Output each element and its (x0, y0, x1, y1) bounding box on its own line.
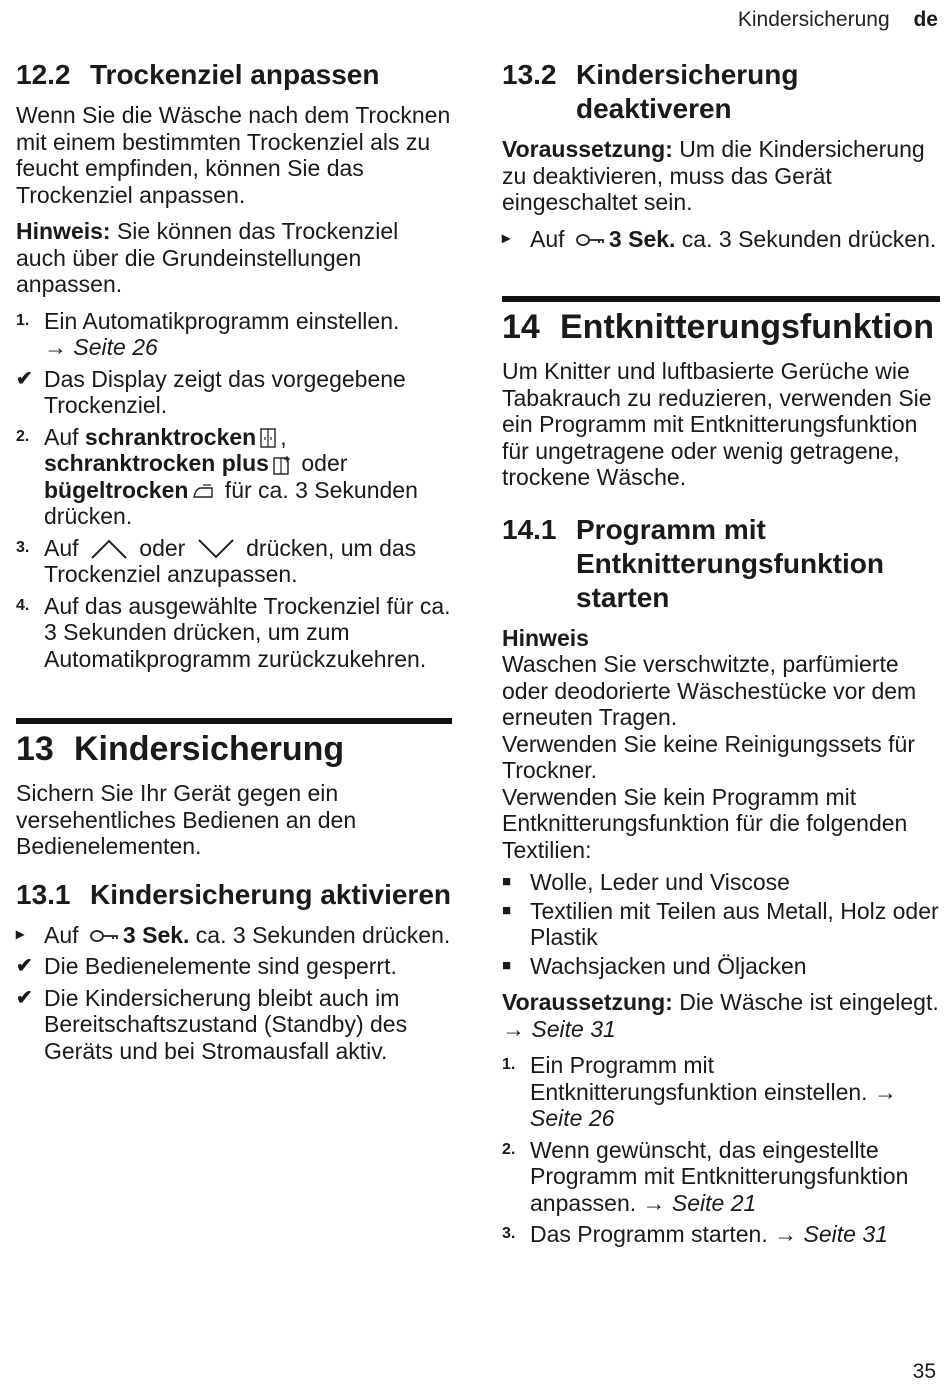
step-text: Auf das ausgewählte Trockenziel für ca. 3 Sekunden drücken, um zum Automatikprogramm zurückzukehren. (44, 592, 451, 672)
key-lock-icon (575, 232, 605, 248)
button-name-schranktrocken: schranktrocken (84, 423, 257, 450)
step-1 (502, 1052, 940, 1132)
checkmark-icon: ✔ (16, 986, 33, 1009)
heading-13-1 (16, 878, 452, 912)
arrow-right-icon: → (642, 1189, 672, 1216)
step-number: 3. (16, 538, 30, 556)
precondition-label: Voraussetzung: (502, 136, 673, 162)
heading-12-2 (16, 58, 452, 92)
chevron-down-icon (196, 538, 236, 560)
step-1 (16, 308, 452, 361)
page-reference-link[interactable]: Seite 26 (530, 1105, 615, 1131)
step-2 (502, 1137, 940, 1217)
square-bullet-icon: ■ (502, 901, 512, 919)
heading-number: 14.1 (502, 513, 557, 545)
cupboard-dry-plus-icon (273, 455, 291, 475)
step-number: 4. (16, 596, 30, 614)
step-2 (16, 424, 452, 530)
page-number: 35 (912, 1360, 936, 1383)
step-number: 3. (502, 1225, 516, 1242)
step-text: Auf (530, 225, 571, 252)
note-text: Sie können das Trockenziel auch über die Grundeinstellungen anpassen. (16, 218, 399, 297)
chapter-14 (502, 296, 940, 346)
heading-title: Kindersicherung deaktiveren (576, 59, 799, 124)
page-reference-link[interactable]: Seite 26 (73, 334, 158, 360)
note-12-2 (16, 218, 452, 298)
page-reference-link[interactable]: Seite 31 (803, 1221, 888, 1247)
heading-number: 13.1 (16, 878, 71, 910)
step-text-end: ca. 3 Sekunden drücken. (675, 225, 937, 252)
heading-13-2 (502, 58, 940, 126)
bullet-text: Wachsjacken und Öljacken (530, 952, 807, 979)
header-language: de (913, 8, 938, 31)
heading-title: Entknitterungsfunktion (560, 308, 934, 346)
bullet-item (502, 898, 940, 951)
page-reference-link[interactable]: Seite 31 (531, 1015, 616, 1042)
note-text-3: Verwenden Sie kein Programm mit Entknitterungsfunktion für die folgenden Textilien: (502, 783, 908, 863)
heading-title: Kindersicherung (74, 730, 345, 768)
chapter-13 (16, 718, 452, 768)
step-number: 1. (16, 311, 30, 329)
step-3 (502, 1221, 940, 1248)
note-heading: Hinweis (502, 624, 589, 651)
paragraph-intro-13: Sichern Sie Ihr Gerät gegen ein versehentliches Bedienen an den Bedienelementen. (16, 780, 357, 859)
heading-number: 12.2 (16, 59, 71, 90)
page-header (738, 8, 938, 32)
checkmark-icon: ✔ (16, 955, 33, 977)
note-block (502, 625, 940, 864)
heading-title: Programm mit Entknitterungsfunktion starten (576, 513, 884, 613)
result-text: Die Bedienelemente sind gesperrt. (44, 953, 397, 979)
paragraph-intro-12-2: Wenn Sie die Wäsche nach dem Trocknen mit einem bestimmten Trockenziel als zu feucht empfinden, können Sie das Trockenziel anpassen. (16, 102, 451, 208)
step-text: Auf (44, 423, 85, 450)
note-text-2: Verwenden Sie keine Reinigungssets für Trockner. (502, 730, 915, 783)
triangle-bullet-icon: ▸ (502, 229, 511, 247)
step-text: Auf (44, 921, 85, 948)
step-number: 1. (502, 1056, 516, 1073)
heading-title: Kindersicherung aktivieren (90, 878, 452, 910)
precondition-label: Voraussetzung: (502, 989, 673, 1015)
right-column (502, 58, 940, 1253)
key-label: 3 Sek. (122, 921, 190, 948)
page-reference-link[interactable]: Seite 21 (671, 1189, 757, 1216)
heading-14-1 (502, 513, 940, 615)
square-bullet-icon: ■ (502, 956, 512, 974)
arrow-right-icon: → (774, 1221, 804, 1247)
precondition (502, 989, 940, 1042)
paragraph-intro-14: Um Knitter und luftbasierte Gerüche wie Tabakrauch zu reduzieren, verwenden Sie ein Programm mit Entknitterungsfunktion für ungetragene oder wenig getragene, trockene Wäsche. (502, 358, 932, 490)
step-number: 2. (502, 1140, 516, 1158)
result-text: Das Display zeigt das vorgegebene Trockenziel. (44, 365, 406, 418)
result-text: Die Kindersicherung bleibt auch im Bereitschaftszustand (Standby) des Geräts und bei Stromausfall aktiv. (44, 984, 408, 1064)
step-text: Ein Programm mit Entknitterungsfunktion einstellen. (530, 1052, 868, 1105)
bullet-text: Textilien mit Teilen aus Metall, Holz oder Plastik (530, 897, 939, 950)
triangle-bullet-icon: ▸ (16, 925, 25, 943)
precondition-text: Um die Kindersicherung zu deaktivieren, muss das Gerät eingeschaltet sein. (502, 136, 925, 215)
heading-13 (16, 730, 452, 768)
left-column (16, 58, 452, 1069)
button-name-schranktrocken-plus: schranktrocken plus (44, 450, 269, 476)
heading-number: 13 (16, 730, 54, 768)
separator-text: , (280, 423, 287, 450)
result-1 (16, 366, 452, 419)
separator-text: oder (294, 450, 348, 476)
arrow-right-icon: → (502, 1015, 532, 1042)
heading-title: Trockenziel anpassen (90, 59, 380, 90)
arrow-right-icon: → (44, 334, 74, 360)
key-label: 3 Sek. (608, 225, 676, 252)
bullet-item (502, 869, 940, 896)
square-bullet-icon: ■ (502, 873, 512, 890)
button-name-buegeltrocken: bügeltrocken (44, 476, 189, 503)
step-text: Ein Automatikprogramm einstellen. (44, 307, 400, 334)
cupboard-dry-icon (260, 428, 276, 448)
step-text-end: für ca. 3 Sekunden drücken. (44, 476, 418, 529)
step-text: Auf (44, 534, 85, 561)
precondition-text: Die Wäsche ist eingelegt. (672, 989, 939, 1015)
step-4 (16, 593, 452, 673)
action-step (16, 922, 452, 949)
bullet-item (502, 953, 940, 980)
header-section-title: Kindersicherung (737, 8, 890, 31)
action-step (502, 226, 940, 253)
iron-dry-icon (192, 482, 214, 500)
heading-number: 13.2 (502, 59, 557, 90)
checkmark-icon: ✔ (16, 367, 33, 390)
result-2 (16, 985, 452, 1065)
heading-number: 14 (502, 308, 540, 346)
step-text: Wenn gewünscht, das eingestellte Programm mit Entknitterungsfunktion anpassen. (530, 1136, 909, 1216)
heading-14 (502, 308, 940, 346)
key-lock-icon (89, 928, 119, 944)
result-1 (16, 953, 452, 980)
step-number: 2. (16, 427, 30, 445)
bullet-text: Wolle, Leder und Viscose (530, 869, 790, 895)
step-text-end: drücken, um das Trockenziel anzupassen. (44, 534, 417, 587)
separator-text: oder (132, 534, 192, 561)
note-text-1: Waschen Sie verschwitzte, parfümierte oder deodorierte Wäschestücke vor dem erneuten Tragen. (502, 651, 917, 730)
precondition (502, 136, 940, 216)
arrow-right-icon: → (873, 1078, 897, 1105)
note-label: Hinweis: (16, 218, 111, 244)
step-text: Das Programm starten. (530, 1221, 768, 1247)
step-text-end: ca. 3 Sekunden drücken. (189, 921, 451, 948)
step-3 (16, 535, 452, 588)
chevron-up-icon (89, 538, 129, 560)
